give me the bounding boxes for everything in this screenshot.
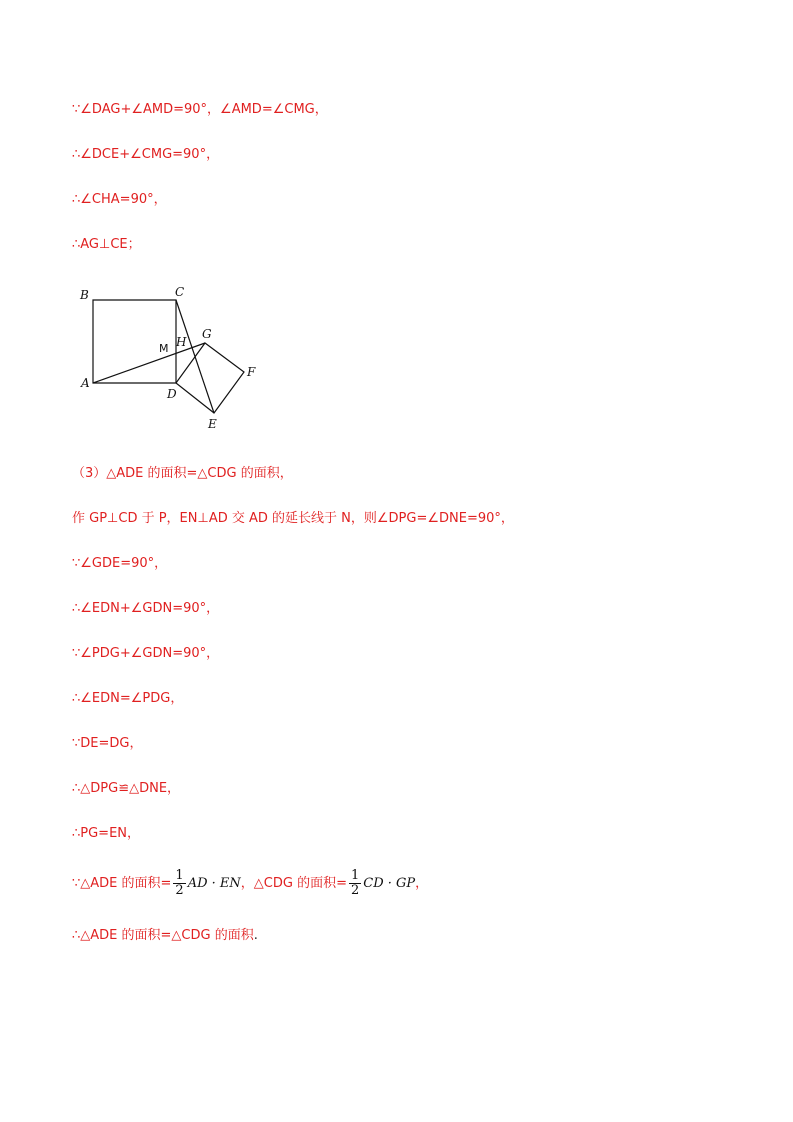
label-e: E [208,417,217,431]
label-c: C [175,285,185,299]
area-cdg-prefix: ，△CDG 的面积= [240,876,347,891]
area-ade-prefix: ∵△ADE 的面积= [72,876,172,891]
proof-line: ∵∠GDE=90°， [72,556,168,571]
fraction-half: $\frac{1}{2}$ [350,868,360,898]
label-d: D [167,387,177,401]
proof-line: ∴△DPG≌△DNE， [72,781,181,796]
proof-line-area-formula [72,866,428,902]
segment-ce [176,300,214,413]
label-m: M [159,342,169,355]
proof-line: ∴PG=EN， [72,826,141,841]
fraction-half: $\frac{1}{2}$ [175,868,184,898]
proof-conclusion: ∴△ADE 的面积=△CDG 的面积. [72,928,258,943]
expr-ad-en: AD · EN [187,876,241,891]
comma: ， [415,876,429,891]
proof-line: ∴∠EDN=∠PDG， [72,691,184,706]
proof-line: （3）△ADE 的面积=△CDG 的面积， [72,466,293,481]
proof-line: ∵∠DAG+∠AMD=90°，∠AMD=∠CMG， [72,102,328,117]
proof-line: ∴∠EDN+∠GDN=90°， [72,601,220,616]
label-a: A [81,376,90,390]
proof-line: ∴∠DCE+∠CMG=90°， [72,147,220,162]
proof-line: ∴∠CHA=90°， [72,192,167,207]
proof-line: 作 GP⊥CD 于 P，EN⊥AD 交 AD 的延长线于 N，则∠DPG=∠DNE=90°， [72,511,514,526]
proof-line: ∵∠PDG+∠GDN=90°， [72,646,220,661]
geometry-figure [72,282,272,432]
expr-cd-gp: CD · GP [363,876,416,891]
segment-ag [93,343,205,383]
proof-line: ∴AG⊥CE； [72,237,141,252]
proof-line: ∵DE=DG， [72,736,143,751]
label-h: H [176,335,187,349]
label-g: G [202,327,212,341]
label-f: F [247,365,256,379]
label-b: B [80,288,89,302]
